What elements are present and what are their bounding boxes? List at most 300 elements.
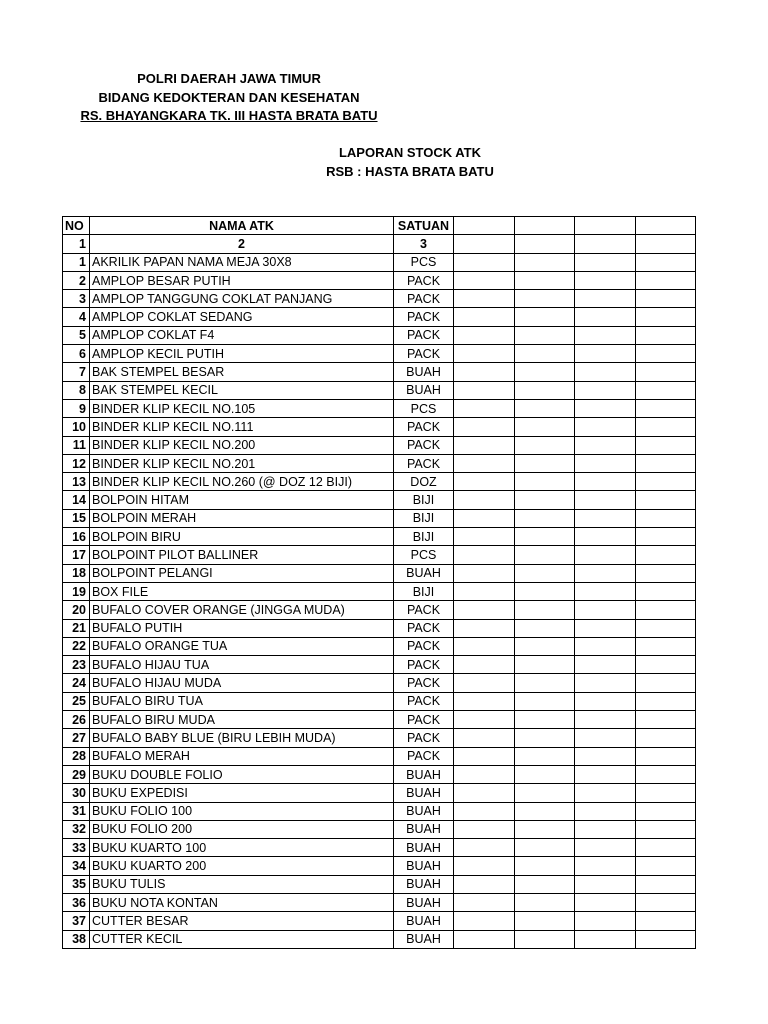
- row-number: 35: [63, 875, 90, 893]
- empty-cell: [454, 271, 515, 289]
- item-name: BUKU EXPEDISI: [90, 784, 394, 802]
- empty-cell: [454, 765, 515, 783]
- empty-cell: [454, 418, 515, 436]
- empty-cell: [454, 290, 515, 308]
- item-unit: PACK: [394, 436, 454, 454]
- item-unit: PACK: [394, 454, 454, 472]
- empty-cell: [636, 692, 696, 710]
- row-number: 38: [63, 930, 90, 948]
- item-name: BOLPOINT PILOT BALLINER: [90, 546, 394, 564]
- empty-cell: [575, 290, 636, 308]
- empty-cell: [454, 399, 515, 417]
- empty-cell: [454, 637, 515, 655]
- table-row: [63, 711, 696, 729]
- empty-cell: [454, 326, 515, 344]
- empty-cell: [454, 802, 515, 820]
- table-row: [63, 656, 696, 674]
- item-unit: PCS: [394, 253, 454, 271]
- table-row: [63, 582, 696, 600]
- col-number-extra-2: [515, 235, 575, 253]
- item-name: BUFALO BIRU MUDA: [90, 711, 394, 729]
- empty-cell: [575, 546, 636, 564]
- empty-cell: [515, 619, 575, 637]
- report-title: LAPORAN STOCK ATK: [338, 145, 482, 160]
- empty-cell: [454, 729, 515, 747]
- table-row: [63, 253, 696, 271]
- empty-cell: [454, 857, 515, 875]
- item-unit: PACK: [394, 637, 454, 655]
- empty-cell: [515, 875, 575, 893]
- col-number-extra-1: [454, 235, 515, 253]
- empty-cell: [515, 582, 575, 600]
- empty-cell: [454, 436, 515, 454]
- header-line-1: POLRI DAERAH JAWA TIMUR: [137, 71, 321, 86]
- empty-cell: [454, 912, 515, 930]
- empty-cell: [575, 271, 636, 289]
- item-name: BUFALO COVER ORANGE (JINGGA MUDA): [90, 601, 394, 619]
- table-row: [63, 564, 696, 582]
- table-row: [63, 308, 696, 326]
- empty-cell: [636, 784, 696, 802]
- item-name: BUKU TULIS: [90, 875, 394, 893]
- empty-cell: [636, 345, 696, 363]
- row-number: 7: [63, 363, 90, 381]
- empty-cell: [454, 546, 515, 564]
- empty-cell: [636, 820, 696, 838]
- empty-cell: [575, 839, 636, 857]
- empty-cell: [454, 839, 515, 857]
- col-number-extra-3: [575, 235, 636, 253]
- empty-cell: [515, 253, 575, 271]
- empty-cell: [636, 893, 696, 911]
- item-name: BUFALO BABY BLUE (BIRU LEBIH MUDA): [90, 729, 394, 747]
- empty-cell: [575, 454, 636, 472]
- table-row: [63, 893, 696, 911]
- item-name: BUKU FOLIO 200: [90, 820, 394, 838]
- empty-cell: [515, 546, 575, 564]
- table-row: [63, 381, 696, 399]
- item-unit: PACK: [394, 729, 454, 747]
- table-row: [63, 637, 696, 655]
- empty-cell: [575, 253, 636, 271]
- empty-cell: [515, 912, 575, 930]
- empty-cell: [575, 308, 636, 326]
- empty-cell: [515, 436, 575, 454]
- item-unit: BUAH: [394, 912, 454, 930]
- empty-cell: [454, 491, 515, 509]
- item-name: BUKU NOTA KONTAN: [90, 893, 394, 911]
- empty-cell: [575, 528, 636, 546]
- item-unit: BUAH: [394, 802, 454, 820]
- item-name: BUFALO MERAH: [90, 747, 394, 765]
- item-unit: PCS: [394, 399, 454, 417]
- empty-cell: [636, 656, 696, 674]
- empty-cell: [575, 656, 636, 674]
- empty-cell: [636, 674, 696, 692]
- item-name: AMPLOP BESAR PUTIH: [90, 271, 394, 289]
- row-number: 4: [63, 308, 90, 326]
- item-unit: BUAH: [394, 564, 454, 582]
- empty-cell: [636, 564, 696, 582]
- empty-cell: [454, 582, 515, 600]
- empty-cell: [575, 473, 636, 491]
- row-number: 33: [63, 839, 90, 857]
- table-row: [63, 528, 696, 546]
- empty-cell: [454, 893, 515, 911]
- empty-cell: [636, 436, 696, 454]
- table-row: [63, 271, 696, 289]
- empty-cell: [636, 546, 696, 564]
- row-number: 12: [63, 454, 90, 472]
- col-number-3: 3: [394, 235, 454, 253]
- empty-cell: [515, 729, 575, 747]
- item-name: BUKU DOUBLE FOLIO: [90, 765, 394, 783]
- item-unit: BUAH: [394, 784, 454, 802]
- row-number: 36: [63, 893, 90, 911]
- empty-cell: [454, 674, 515, 692]
- empty-cell: [636, 930, 696, 948]
- empty-cell: [515, 308, 575, 326]
- col-header-no: NO: [63, 217, 90, 235]
- row-number: 32: [63, 820, 90, 838]
- row-number: 16: [63, 528, 90, 546]
- row-number: 27: [63, 729, 90, 747]
- empty-cell: [575, 326, 636, 344]
- empty-cell: [575, 711, 636, 729]
- empty-cell: [454, 528, 515, 546]
- empty-cell: [454, 564, 515, 582]
- item-name: CUTTER KECIL: [90, 930, 394, 948]
- item-unit: PACK: [394, 290, 454, 308]
- item-name: BOLPOIN HITAM: [90, 491, 394, 509]
- empty-cell: [454, 454, 515, 472]
- empty-cell: [636, 363, 696, 381]
- item-unit: PACK: [394, 711, 454, 729]
- empty-cell: [575, 399, 636, 417]
- empty-cell: [636, 326, 696, 344]
- item-unit: PACK: [394, 601, 454, 619]
- table-row: [63, 454, 696, 472]
- item-unit: PACK: [394, 308, 454, 326]
- item-unit: PACK: [394, 674, 454, 692]
- table-row: [63, 802, 696, 820]
- table-row: [63, 912, 696, 930]
- empty-cell: [515, 509, 575, 527]
- empty-cell: [636, 399, 696, 417]
- item-name: BUFALO BIRU TUA: [90, 692, 394, 710]
- empty-cell: [636, 619, 696, 637]
- empty-cell: [515, 637, 575, 655]
- empty-cell: [636, 637, 696, 655]
- empty-cell: [515, 564, 575, 582]
- empty-cell: [454, 747, 515, 765]
- item-unit: PACK: [394, 619, 454, 637]
- empty-cell: [636, 582, 696, 600]
- item-unit: BIJI: [394, 491, 454, 509]
- empty-cell: [636, 857, 696, 875]
- empty-cell: [515, 820, 575, 838]
- empty-cell: [636, 601, 696, 619]
- item-name: BINDER KLIP KECIL NO.111: [90, 418, 394, 436]
- empty-cell: [454, 692, 515, 710]
- empty-cell: [515, 656, 575, 674]
- empty-cell: [515, 674, 575, 692]
- row-number: 29: [63, 765, 90, 783]
- col-number-extra-4: [636, 235, 696, 253]
- empty-cell: [454, 820, 515, 838]
- table-row: [63, 473, 696, 491]
- empty-cell: [636, 528, 696, 546]
- header-line-3: RS. BHAYANGKARA TK. III HASTA BRATA BATU: [80, 108, 378, 123]
- row-number: 1: [63, 253, 90, 271]
- row-number: 34: [63, 857, 90, 875]
- item-name: BOLPOIN MERAH: [90, 509, 394, 527]
- table-row: [63, 290, 696, 308]
- empty-cell: [575, 747, 636, 765]
- stock-table: [62, 216, 696, 949]
- empty-cell: [636, 308, 696, 326]
- report-subtitle: RSB : HASTA BRATA BATU: [326, 164, 494, 179]
- row-number: 21: [63, 619, 90, 637]
- empty-cell: [454, 308, 515, 326]
- item-name: BINDER KLIP KECIL NO.201: [90, 454, 394, 472]
- row-number: 25: [63, 692, 90, 710]
- empty-cell: [515, 765, 575, 783]
- empty-cell: [636, 747, 696, 765]
- row-number: 19: [63, 582, 90, 600]
- empty-cell: [454, 473, 515, 491]
- item-name: BUKU KUARTO 200: [90, 857, 394, 875]
- empty-cell: [515, 857, 575, 875]
- empty-cell: [575, 582, 636, 600]
- empty-cell: [636, 875, 696, 893]
- col-header-extra-4: [636, 217, 696, 235]
- empty-cell: [636, 454, 696, 472]
- col-number-2: 2: [90, 235, 394, 253]
- empty-cell: [575, 418, 636, 436]
- empty-cell: [575, 637, 636, 655]
- item-unit: BIJI: [394, 509, 454, 527]
- item-name: BUFALO ORANGE TUA: [90, 637, 394, 655]
- row-number: 15: [63, 509, 90, 527]
- empty-cell: [636, 271, 696, 289]
- table-row: [63, 839, 696, 857]
- item-name: BOLPOINT PELANGI: [90, 564, 394, 582]
- empty-cell: [575, 692, 636, 710]
- table-row: [63, 619, 696, 637]
- item-unit: PACK: [394, 747, 454, 765]
- empty-cell: [454, 784, 515, 802]
- empty-cell: [454, 381, 515, 399]
- empty-cell: [575, 345, 636, 363]
- table-row: [63, 930, 696, 948]
- row-number: 10: [63, 418, 90, 436]
- empty-cell: [515, 418, 575, 436]
- item-unit: BUAH: [394, 363, 454, 381]
- item-name: AMPLOP TANGGUNG COKLAT PANJANG: [90, 290, 394, 308]
- row-number: 26: [63, 711, 90, 729]
- empty-cell: [575, 820, 636, 838]
- empty-cell: [454, 363, 515, 381]
- empty-cell: [575, 802, 636, 820]
- empty-cell: [636, 491, 696, 509]
- row-number: 17: [63, 546, 90, 564]
- table-column-number-row: [63, 235, 696, 253]
- col-number-1: 1: [63, 235, 90, 253]
- row-number: 18: [63, 564, 90, 582]
- item-unit: BUAH: [394, 765, 454, 783]
- empty-cell: [454, 253, 515, 271]
- empty-cell: [515, 601, 575, 619]
- item-name: CUTTER BESAR: [90, 912, 394, 930]
- table-row: [63, 399, 696, 417]
- item-name: AMPLOP KECIL PUTIH: [90, 345, 394, 363]
- row-number: 13: [63, 473, 90, 491]
- row-number: 24: [63, 674, 90, 692]
- empty-cell: [575, 674, 636, 692]
- item-unit: PACK: [394, 418, 454, 436]
- table-row: [63, 765, 696, 783]
- table-row: [63, 747, 696, 765]
- empty-cell: [515, 491, 575, 509]
- item-name: BUKU KUARTO 100: [90, 839, 394, 857]
- empty-cell: [575, 765, 636, 783]
- table-row: [63, 601, 696, 619]
- empty-cell: [575, 912, 636, 930]
- empty-cell: [515, 692, 575, 710]
- item-name: BINDER KLIP KECIL NO.105: [90, 399, 394, 417]
- empty-cell: [454, 930, 515, 948]
- item-unit: BUAH: [394, 893, 454, 911]
- item-unit: BUAH: [394, 857, 454, 875]
- empty-cell: [575, 363, 636, 381]
- item-unit: PCS: [394, 546, 454, 564]
- item-unit: BIJI: [394, 528, 454, 546]
- table-row: [63, 418, 696, 436]
- empty-cell: [575, 930, 636, 948]
- empty-cell: [515, 747, 575, 765]
- item-unit: BUAH: [394, 820, 454, 838]
- row-number: 20: [63, 601, 90, 619]
- empty-cell: [636, 912, 696, 930]
- row-number: 14: [63, 491, 90, 509]
- empty-cell: [636, 290, 696, 308]
- row-number: 6: [63, 345, 90, 363]
- col-header-nama-atk: NAMA ATK: [90, 217, 394, 235]
- empty-cell: [454, 509, 515, 527]
- table-row: [63, 509, 696, 527]
- item-name: BUFALO HIJAU TUA: [90, 656, 394, 674]
- empty-cell: [515, 326, 575, 344]
- table-row: [63, 363, 696, 381]
- empty-cell: [575, 875, 636, 893]
- empty-cell: [636, 729, 696, 747]
- item-name: BINDER KLIP KECIL NO.200: [90, 436, 394, 454]
- row-number: 2: [63, 271, 90, 289]
- item-name: BOLPOIN BIRU: [90, 528, 394, 546]
- empty-cell: [575, 381, 636, 399]
- empty-cell: [636, 765, 696, 783]
- row-number: 31: [63, 802, 90, 820]
- empty-cell: [454, 601, 515, 619]
- empty-cell: [575, 564, 636, 582]
- table-row: [63, 729, 696, 747]
- empty-cell: [515, 473, 575, 491]
- col-header-extra-1: [454, 217, 515, 235]
- empty-cell: [575, 857, 636, 875]
- col-header-satuan: SATUAN: [394, 217, 454, 235]
- item-unit: BUAH: [394, 875, 454, 893]
- table-row: [63, 857, 696, 875]
- empty-cell: [454, 711, 515, 729]
- table-row: [63, 692, 696, 710]
- empty-cell: [575, 436, 636, 454]
- item-unit: BUAH: [394, 839, 454, 857]
- empty-cell: [515, 271, 575, 289]
- empty-cell: [575, 601, 636, 619]
- item-name: BAK STEMPEL BESAR: [90, 363, 394, 381]
- item-unit: BIJI: [394, 582, 454, 600]
- empty-cell: [575, 893, 636, 911]
- empty-cell: [636, 802, 696, 820]
- empty-cell: [454, 345, 515, 363]
- empty-cell: [575, 491, 636, 509]
- item-unit: PACK: [394, 271, 454, 289]
- empty-cell: [636, 839, 696, 857]
- empty-cell: [454, 656, 515, 674]
- row-number: 22: [63, 637, 90, 655]
- empty-cell: [515, 290, 575, 308]
- empty-cell: [515, 893, 575, 911]
- empty-cell: [515, 784, 575, 802]
- item-name: BOX FILE: [90, 582, 394, 600]
- item-unit: PACK: [394, 345, 454, 363]
- table-row: [63, 491, 696, 509]
- item-unit: PACK: [394, 692, 454, 710]
- table-row: [63, 820, 696, 838]
- table-row: [63, 875, 696, 893]
- table-row: [63, 326, 696, 344]
- empty-cell: [636, 711, 696, 729]
- table-row: [63, 436, 696, 454]
- row-number: 28: [63, 747, 90, 765]
- row-number: 9: [63, 399, 90, 417]
- item-unit: PACK: [394, 326, 454, 344]
- empty-cell: [515, 345, 575, 363]
- table-row: [63, 674, 696, 692]
- item-name: AMPLOP COKLAT SEDANG: [90, 308, 394, 326]
- empty-cell: [515, 711, 575, 729]
- row-number: 30: [63, 784, 90, 802]
- row-number: 5: [63, 326, 90, 344]
- empty-cell: [636, 418, 696, 436]
- col-header-extra-2: [515, 217, 575, 235]
- item-unit: BUAH: [394, 930, 454, 948]
- item-name: BAK STEMPEL KECIL: [90, 381, 394, 399]
- empty-cell: [454, 875, 515, 893]
- row-number: 11: [63, 436, 90, 454]
- col-header-extra-3: [575, 217, 636, 235]
- empty-cell: [515, 839, 575, 857]
- row-number: 37: [63, 912, 90, 930]
- row-number: 8: [63, 381, 90, 399]
- empty-cell: [515, 399, 575, 417]
- table-row: [63, 345, 696, 363]
- empty-cell: [515, 930, 575, 948]
- item-unit: PACK: [394, 656, 454, 674]
- empty-cell: [515, 802, 575, 820]
- empty-cell: [575, 729, 636, 747]
